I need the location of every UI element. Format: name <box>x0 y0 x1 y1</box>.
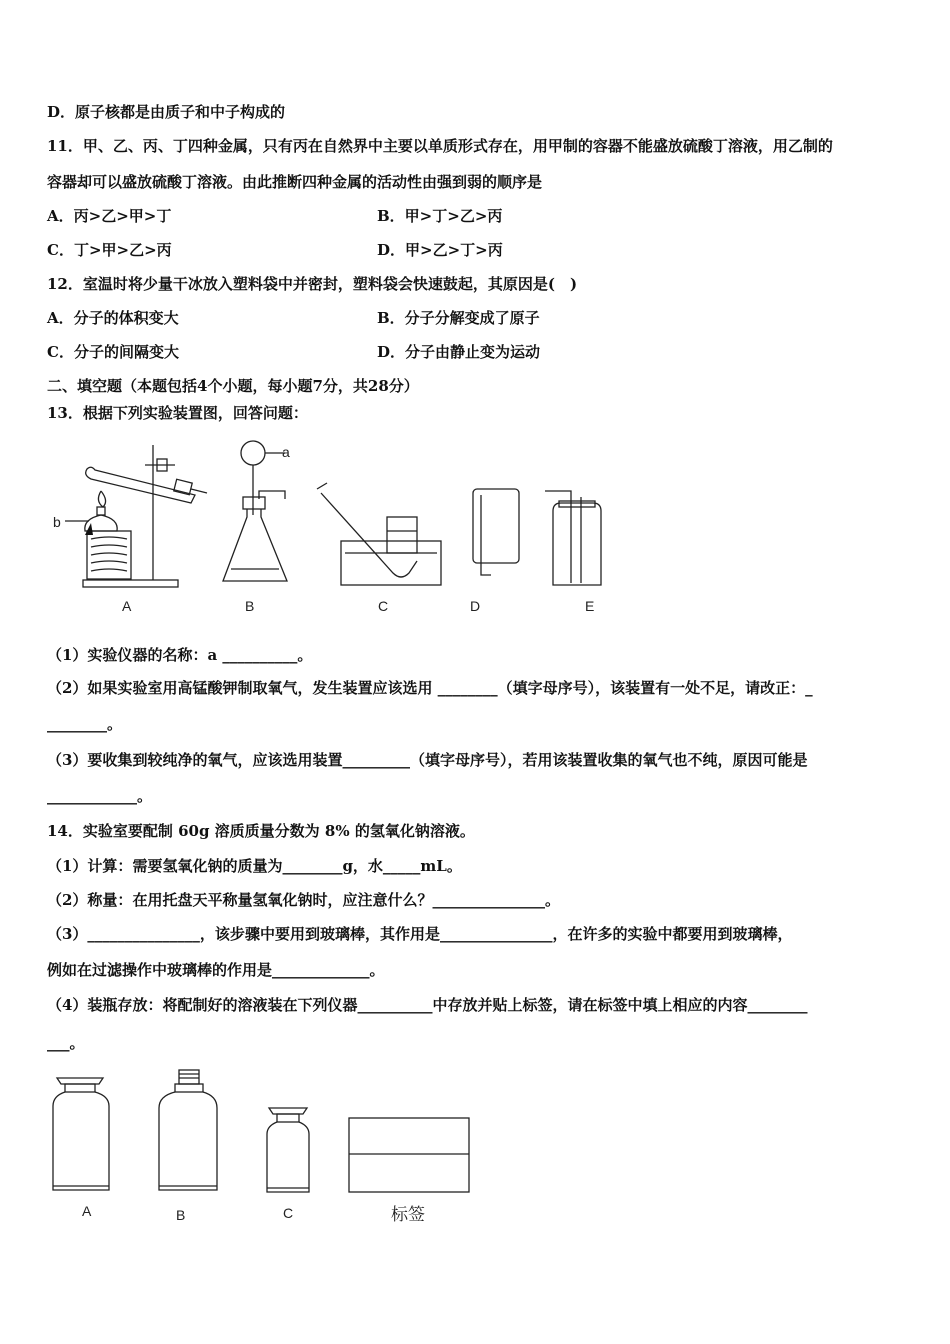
q13-part3-line2: ____________。 <box>47 787 153 805</box>
bottle-caption-b: B <box>176 1207 186 1223</box>
label-box <box>349 1118 469 1192</box>
apparatus-e-bottle <box>545 491 601 585</box>
q10-option-d: D．原子核都是由质子和中子构成的 <box>47 103 286 121</box>
q11-option-b: B．甲>丁>乙>丙 <box>377 207 503 225</box>
apparatus-d-bottle <box>473 489 519 575</box>
q13-part3-line1: （3）要收集到较纯净的氧气，应该选用装置_________（填字母序号），若用该装置收集的氧气也不纯，原因可能是 <box>47 751 808 769</box>
q14-part3-line1: （3）_______________，该步骤中要用到玻璃棒，其作用是_______________，在许多的实验中都要用到玻璃棒， <box>47 925 793 943</box>
bottle-b <box>159 1070 217 1190</box>
apparatus-figure <box>45 435 625 595</box>
bottles-figure <box>45 1068 475 1198</box>
q14-part2: （2）称量：在用托盘天平称量氢氧化钠时，应注意什么？_______________。 <box>47 891 560 909</box>
q12-stem: 12．室温时将少量干冰放入塑料袋中并密封，塑料袋会快速鼓起，其原因是( ) <box>47 275 578 293</box>
q12-option-a: A．分子的体积变大 <box>47 309 179 327</box>
bottle-c <box>267 1108 309 1192</box>
bottle-caption-c: C <box>283 1205 294 1221</box>
q11-option-c: C．丁>甲>乙>丙 <box>47 241 172 259</box>
caption-c: C <box>378 598 389 614</box>
caption-b: B <box>245 598 255 614</box>
apparatus-a-iron-stand <box>65 445 207 587</box>
label-caption: 标签 <box>391 1205 425 1224</box>
caption-a: A <box>122 598 132 614</box>
q13-part1: （1）实验仪器的名称：a __________。 <box>47 646 313 664</box>
q14-stem: 14．实验室要配制 60g 溶质质量分数为 8% 的氢氧化钠溶液。 <box>47 822 475 840</box>
q12-option-c: C．分子的间隔变大 <box>47 343 179 361</box>
caption-d: D <box>470 598 481 614</box>
caption-e: E <box>585 598 595 614</box>
q11-option-d: D．甲>乙>丁>丙 <box>377 241 503 259</box>
label-a: a <box>282 444 290 460</box>
q11-stem-line1: 11．甲、乙、丙、丁四种金属，只有丙在自然界中主要以单质形式存在，用甲制的容器不能盛放硫酸丁溶液，用乙制的 <box>47 137 833 155</box>
q13-stem: 13．根据下列实验装置图，回答问题： <box>47 404 308 422</box>
bottle-caption-a: A <box>82 1203 92 1219</box>
label-b: b <box>53 514 61 530</box>
q12-option-b: B．分子分解变成了原子 <box>377 309 540 327</box>
q11-option-a: A．丙>乙>甲>丁 <box>47 207 172 225</box>
q14-part1: （1）计算：需要氢氧化钠的质量为________g，水_____mL。 <box>47 857 462 875</box>
bottle-a <box>53 1078 109 1190</box>
section-title: 二、填空题（本题包括4个小题，每小题7分，共28分） <box>47 377 419 395</box>
q14-part4-line2: ___。 <box>47 1034 85 1052</box>
apparatus-b-flask <box>223 441 287 581</box>
q14-part3-line2: 例如在过滤操作中玻璃棒的作用是_____________。 <box>47 961 385 979</box>
q14-part4-line1: （4）装瓶存放：将配制好的溶液装在下列仪器__________中存放并贴上标签，请在标签中填上相应的内容________ <box>47 996 808 1014</box>
apparatus-c-trough <box>317 483 441 585</box>
q13-part2-line2: ________。 <box>47 715 123 733</box>
q11-stem-line2: 容器却可以盛放硫酸丁溶液。由此推断四种金属的活动性由强到弱的顺序是 <box>47 173 543 191</box>
q13-part2-line1: （2）如果实验室用高锰酸钾制取氧气，发生装置应该选用 ________（填字母序号），该装置有一处不足，请改正：_ <box>47 679 813 697</box>
q12-option-d: D．分子由静止变为运动 <box>377 343 541 361</box>
